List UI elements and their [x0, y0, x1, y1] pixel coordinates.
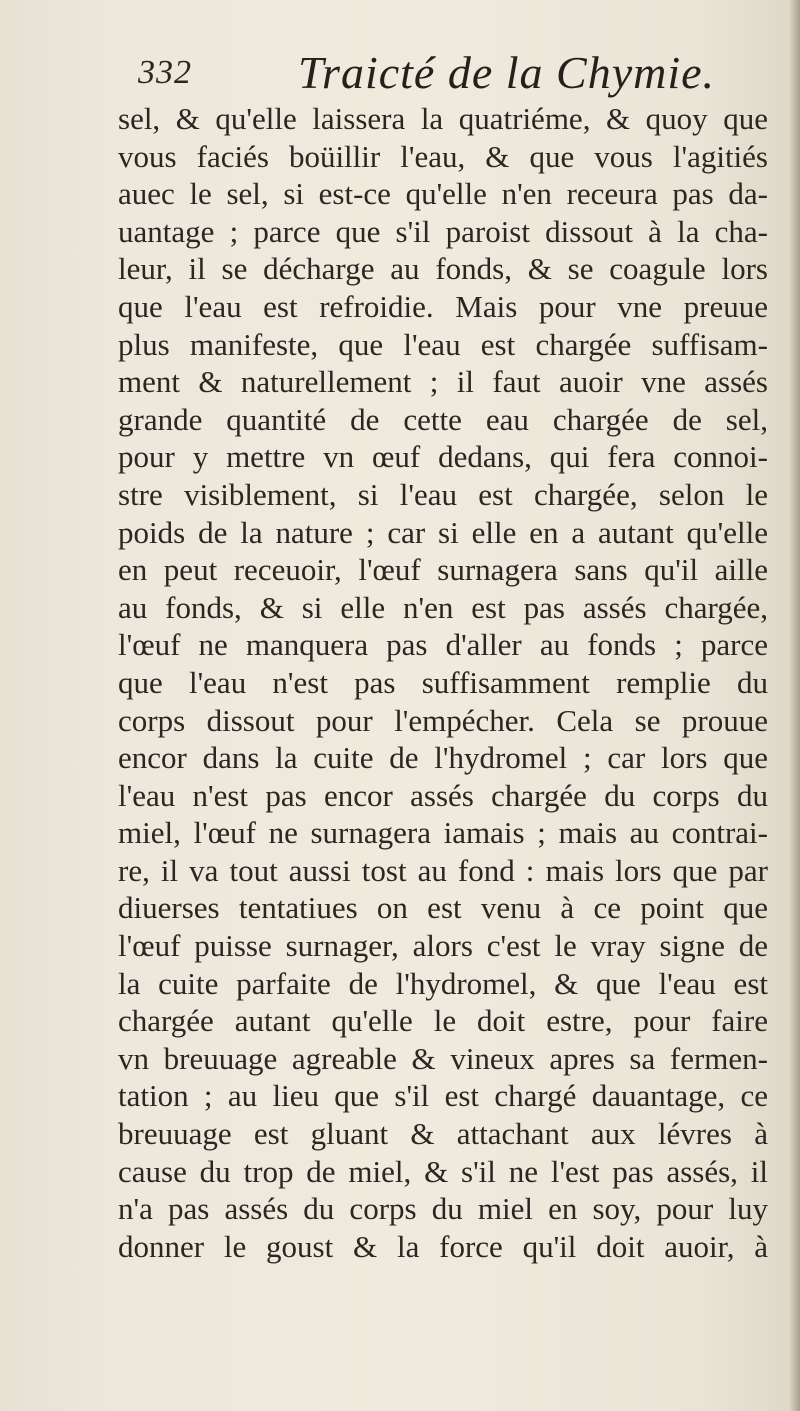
text-line — [118, 927, 768, 965]
text-line-content: grande quantité de cette eau chargée de sel, — [118, 401, 768, 437]
text-line-content: plus manifeste, que l'eau est chargée suffisam- — [118, 326, 768, 362]
text-line — [118, 138, 768, 176]
text-line-content: pour y mettre vn œuf dedans, qui fera connoi- — [118, 439, 768, 475]
text-line — [118, 889, 768, 927]
text-line — [118, 213, 768, 251]
text-line-content: corps dissout pour l'empécher. Cela se prouue — [118, 702, 768, 738]
text-line-content: au fonds, & si elle n'en est pas assés chargée, — [118, 589, 768, 625]
text-line-content: miel, l'œuf ne surnagera iamais ; mais au contrai- — [118, 815, 768, 851]
text-line-content: l'œuf puisse surnager, alors c'est le vray signe de — [118, 928, 768, 964]
text-line-content: que l'eau n'est pas suffisamment remplie du — [118, 664, 768, 700]
text-line-content: chargée autant qu'elle le doit estre, pour faire — [118, 1003, 768, 1039]
page-number: 332 — [138, 54, 192, 91]
text-line-content: auec le sel, si est-ce qu'elle n'en receura pas da- — [118, 176, 768, 212]
page-edge — [790, 0, 800, 1411]
text-line — [118, 514, 768, 552]
text-line-content: n'a pas assés du corps du miel en soy, pour luy — [118, 1191, 768, 1227]
text-line-content: poids de la nature ; car si elle en a autant qu'elle — [118, 514, 768, 550]
text-line — [118, 1190, 768, 1228]
text-line — [118, 175, 768, 213]
page-header — [138, 44, 778, 102]
text-line — [118, 814, 768, 852]
text-line — [118, 1040, 768, 1078]
running-title: Traicté de la Chymie. — [298, 47, 716, 98]
text-line — [118, 1002, 768, 1040]
text-line — [118, 476, 768, 514]
text-line-content: stre visiblement, si l'eau est chargée, selon le — [118, 476, 768, 512]
text-line — [118, 626, 768, 664]
text-line — [118, 438, 768, 476]
text-line — [118, 250, 768, 288]
text-line-content: breuuage est gluant & attachant aux lévres à — [118, 1116, 768, 1152]
text-line-content: que l'eau est refroidie. Mais pour vne preuue — [118, 288, 768, 324]
text-line — [118, 288, 768, 326]
text-line — [118, 852, 768, 890]
text-line — [118, 777, 768, 815]
text-line-content: donner le goust & la force qu'il doit auoir, à — [118, 1228, 768, 1264]
text-line-content: diuerses tentatiues on est venu à ce point que — [118, 890, 768, 926]
text-line — [118, 1077, 768, 1115]
text-line — [118, 1153, 768, 1191]
text-line-content: l'œuf ne manquera pas d'aller au fonds ; parce — [118, 627, 768, 663]
text-line-content: leur, il se décharge au fonds, & se coagule lors — [118, 251, 768, 287]
text-line — [118, 589, 768, 627]
text-line — [118, 1115, 768, 1153]
text-line — [118, 363, 768, 401]
text-line — [118, 739, 768, 777]
text-line-content: vn breuuage agreable & vineux apres sa fermen- — [118, 1040, 768, 1076]
text-line-content: uantage ; parce que s'il paroist dissout à la cha- — [118, 213, 768, 249]
text-line-content: vous faciés boüillir l'eau, & que vous l'agitiés — [118, 138, 768, 174]
text-line — [118, 551, 768, 589]
text-line-content: re, il va tout aussi tost au fond : mais lors que par — [118, 852, 768, 888]
text-line-content: sel, & qu'elle laissera la quatriéme, & quoy que — [118, 101, 768, 136]
text-line — [118, 702, 768, 740]
text-line-content: cause du trop de miel, & s'il ne l'est pas assés, il — [118, 1153, 768, 1189]
text-line-content: encor dans la cuite de l'hydromel ; car lors que — [118, 740, 768, 776]
text-line-content: l'eau n'est pas encor assés chargée du corps du — [118, 777, 768, 813]
text-line-content: la cuite parfaite de l'hydromel, & que l'eau est — [118, 965, 768, 1001]
text-line — [118, 664, 768, 702]
text-line-content: en peut receuoir, l'œuf surnagera sans qu'il aille — [118, 552, 768, 588]
text-line-content: ment & naturellement ; il faut auoir vne assés — [118, 364, 768, 400]
text-line — [118, 1228, 768, 1266]
body-text — [118, 100, 768, 1265]
text-line — [118, 100, 768, 138]
text-line — [118, 326, 768, 364]
text-line-content: tation ; au lieu que s'il est chargé dauantage, ce — [118, 1078, 768, 1114]
text-line — [118, 401, 768, 439]
text-line — [118, 965, 768, 1003]
